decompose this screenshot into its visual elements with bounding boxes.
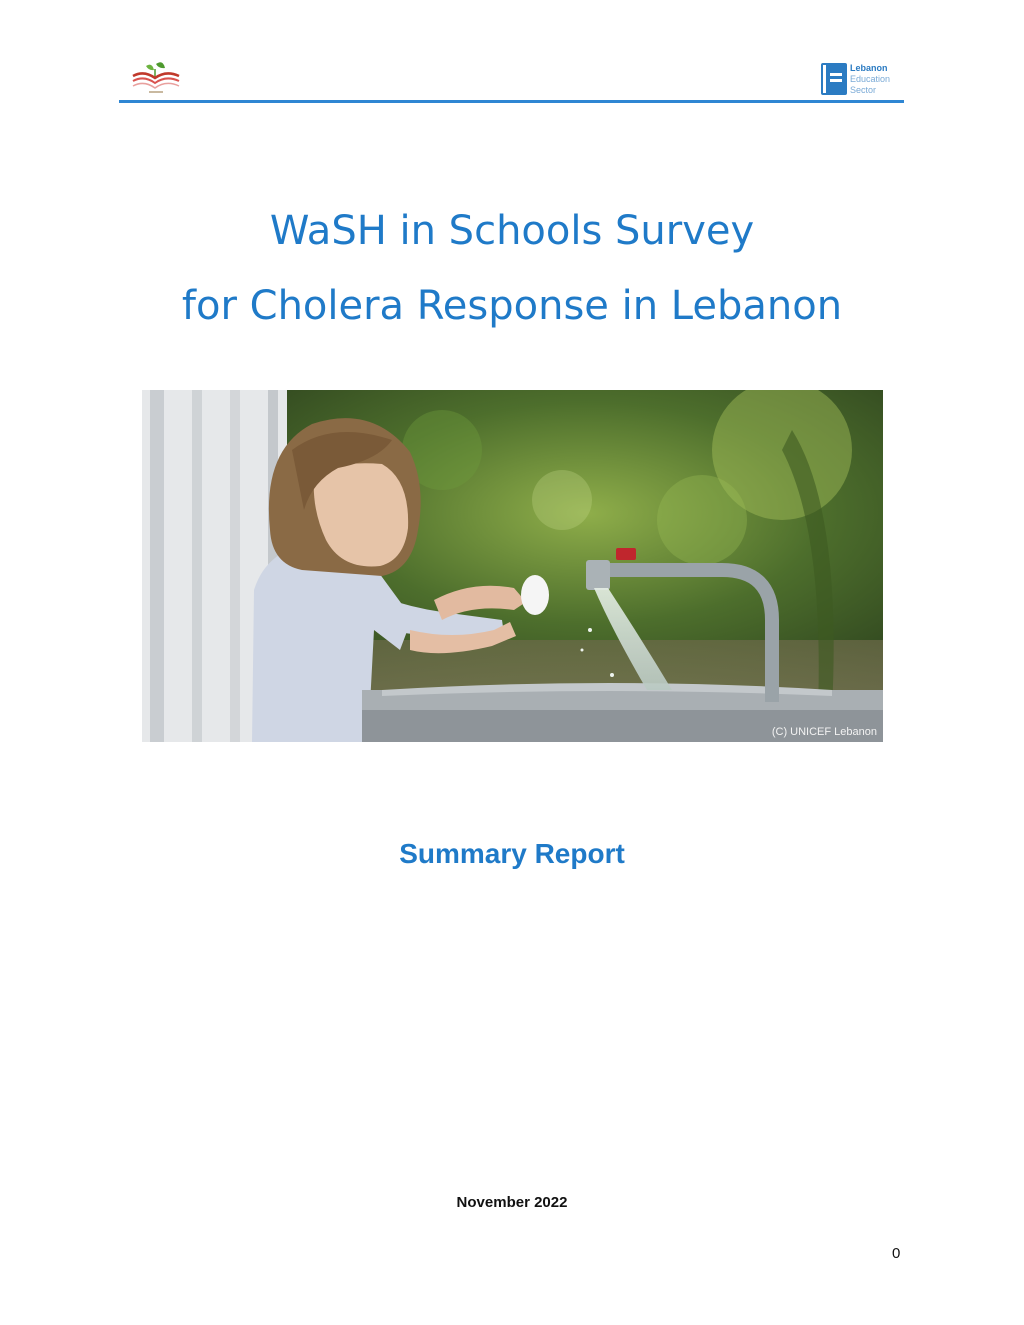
cover-photo xyxy=(142,390,883,742)
lebanon-education-sector-logo xyxy=(820,62,910,98)
logo-text-line-2: Education xyxy=(850,74,891,84)
document-title-line-2: for Cholera Response in Lebanon xyxy=(181,283,843,329)
page-number: 0 xyxy=(892,1245,901,1262)
open-book-leaf-logo-icon xyxy=(130,60,182,98)
publication-date: November 2022 xyxy=(456,1194,568,1211)
document-title-line-1: WaSH in Schools Survey xyxy=(269,208,755,254)
report-type-label: Summary Report xyxy=(399,838,625,869)
logo-text-line-3: Sector xyxy=(850,85,877,95)
logo-text-line-1: Lebanon xyxy=(850,63,888,73)
notebook-logo-icon xyxy=(820,62,848,96)
photo-credit: (C) UNICEF Lebanon xyxy=(771,726,877,738)
header-divider xyxy=(119,100,904,103)
